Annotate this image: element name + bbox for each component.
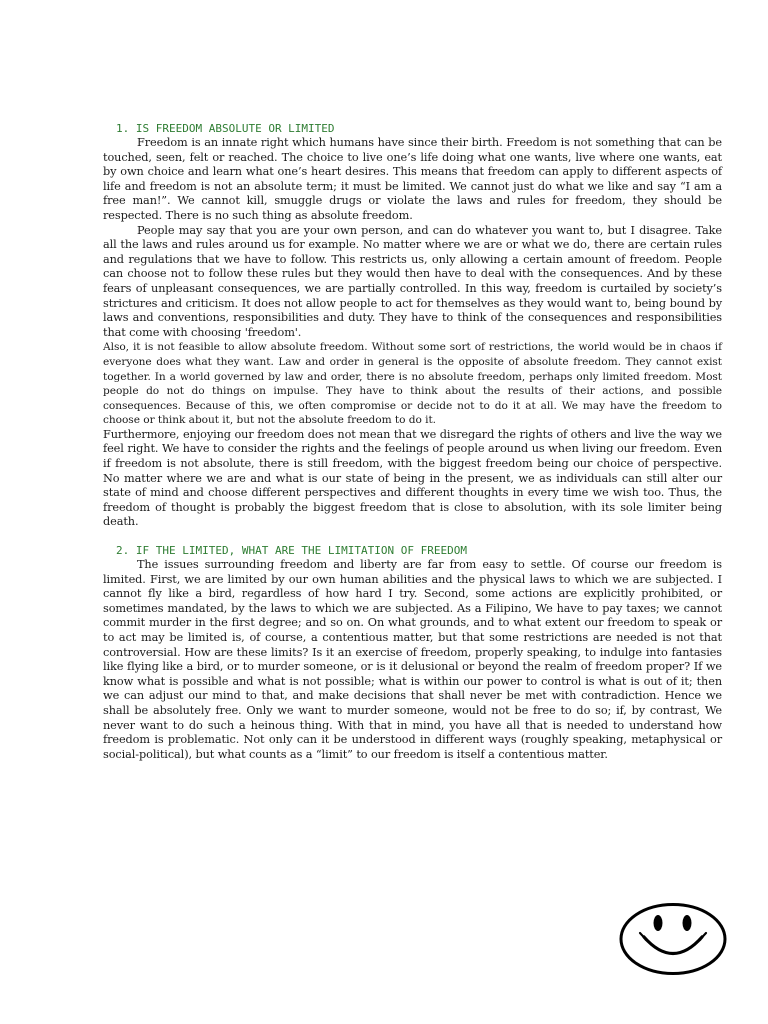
document-body <box>103 122 722 762</box>
section-1-paragraph-1: Freedom is an innate right which humans have since their birth. Freedom is not something that can be touched, seen, felt or reached. The choice to live one’s life doing what one wants, live where one wants, eat by own choice and learn what one’s heart desires. This means that freedom can apply to different aspects of life and freedom is not an absolute term; it must be limited. We cannot just do what we like and say “I am a free man!”. We cannot kill, smuggle drugs or violate the laws and rules for freedom, they should be respected. There is no such thing as absolute freedom. <box>103 136 722 222</box>
section-limitations-of-freedom <box>103 544 722 762</box>
smiley-face-icon <box>618 902 728 976</box>
section-2-paragraph-1: The issues surrounding freedom and liberty are far from easy to settle. Of course our freedom is limited. First, we are limited by our own human abilities and the physical laws to which we are subjected. I cannot fly like a bird, regardless of how hard I try. Second, some actions are explicitly prohibited, or sometimes mandated, by the laws to which we are subjected. As a Filipino, We have to pay taxes; we cannot commit murder in the first degree; and so on. On what grounds, and to what extent our freedom to speak or to act may be limited is, of course, a contentious matter, but that some restrictions are needed is not that controversial. How are these limits? Is it an exercise of freedom, properly speaking, to indulge into fantasies like flying like a bird, or to murder someone, or is it delusional or beyond the realm of freedom proper? If we know what is possible and what is not possible; what is within our power to control is what is out of it; then we can adjust our mind to that, and make decisions that shall never be met with contradiction. Hence we shall be absolutely free. Only we want to murder someone, would not be free to do so; if, by contrast, We never want to do such a heinous thing. With that in mind, you have all that is needed to understand how freedom is problematic. Not only can it be understood in different ways (roughly speaking, metaphysical or social-political), but what counts as a “limit” to our freedom is itself a contentious matter. <box>103 558 722 761</box>
section-2-heading: 2. IF THE LIMITED, WHAT ARE THE LIMITATION OF FREEDOM <box>116 544 467 558</box>
section-1-paragraph-2-end: Furthermore, enjoying our freedom does not mean that we disregard the rights of others and live the way we feel right. We have to consider the rights and the feelings of people around us when living our freedom. Even if freedom is not absolute, there is still freedom, with the biggest freedom being our choice of perspective. No matter where we are and what is our state of being in the present, we as individuals can still alter our state of mind and choose different perspectives and different thoughts in every time we wish too. Thus, the freedom of thought is probably the biggest freedom that is close to absolution, with its sole limiter being death. <box>103 427 722 529</box>
section-1-heading: 1. IS FREEDOM ABSOLUTE OR LIMITED <box>116 122 335 135</box>
section-freedom-absolute <box>103 122 722 530</box>
section-1-paragraph-2-small-print: Also, it is not feasible to allow absolute freedom. Without some sort of restrictions, the world would be in chaos if everyone does what they want. Law and order in general is the opposite of absolute freedom. They cannot exist together. In a world governed by law and order, there is no absolute freedom, perhaps only limited freedom. Most people do not do things on impulse. They have to think about the results of their actions, and possible consequences. Because of this, we often compromise or decide not to do it at all. We may have the freedom to choose or think about it, but not the absolute freedom to do it. <box>103 341 722 427</box>
section-1-paragraph-2: People may say that you are your own person, and can do whatever you want to, but I disagree. Take all the laws and rules around us for example. No matter where we are or what we do, there are certain rules and regulations that we have to follow. This restricts us, only allowing a certain amount of freedom. People can choose not to follow these rules but they would then have to deal with the consequences. And by these fears of unpleasant consequences, we are partially controlled. In this way, freedom is curtailed by society’s strictures and criticism. It does not allow people to act for themselves as they would want to, being bound by laws and conventions, responsibilities and duty. They have to think of the consequences and responsibilities that come with choosing 'freedom'. <box>103 223 722 339</box>
